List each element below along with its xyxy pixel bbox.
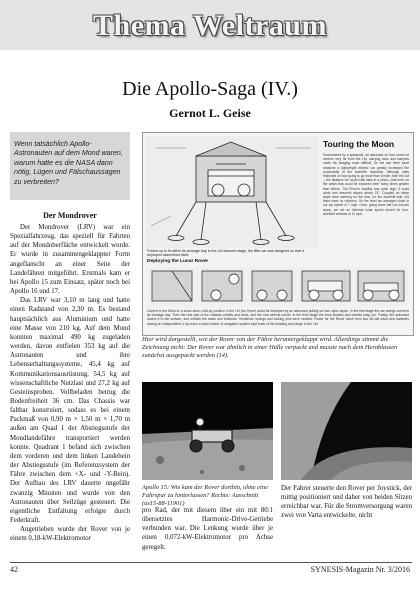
body-column-middle: pro Rad, der mit diesem über ein mit 80:1 übersetztes Harmonic-Drive-Getriebe verbunden war. Die Lenkung wurde über je einen 0,072-kW-Elektromotor pro Achse geregelt. [142, 507, 273, 551]
lunar-rover-detail-photo [281, 382, 412, 480]
body-column-left [10, 223, 130, 557]
body-paragraph-3: Angetrieben wurde der Rover von je einem 0,18-kW-Elektromotor [10, 526, 130, 543]
teaser-text: Wenn tatsächlich Apollo-Astronauten auf dem Mond waren, warum hatte es die NASA dann nötig, Lügen und Fälschaussagen zu verbreiten? [14, 140, 123, 186]
footer-divider [10, 562, 412, 563]
deployment-sequence-illustration [146, 267, 408, 307]
body-paragraph-2: Das LRV war 3,10 m lang und hatte einen Radstand von 2,30 m. Es bestand hauptsächlich aus Aluminium und hatte eine Masse von 210 kg. Auf dem Mond konnten maximal 490 kg zugeladen werden, davon entfielen 353 kg auf die Astronauten und ihre Lebenserhaltungssysteme, 45,4 kg auf Kommunikationsausrüstung, 54,5 kg auf wissenschaftliche Nutzlast und 27,2 kg auf Gesteinsproben. Vollbeladen betrug die Bodenfreiheit 36 cm. Das Chassis war faltbar konstruiert, sodass es bei einem Packmaß von 0,90 m × 1,50 m × 1,70 m außen am Quad 1 der Abstiegsstufe der Mondlandefähre transportiert werden konnte. Quadrant 1 befand sich zwischen dem vorderen und dem linken Landebein der Abstiegsstufe (im Referenzsystem der Fähre zwischen dem +X- und -Y-Bein). Der Aufbau des LRV dauerte ungefähr zwanzig Minuten und wurde von den Astronauten über Seilzüge gesteuert. Die eigentliche Entfaltung erfolgte durch Federkraft. [10, 297, 130, 524]
body-column-right: Der Fahrer steuerte den Rover per Joystick, der mittig positioniert und daher von beiden Sitzen erreichbar war. Für die Stromversorgung waren zwei von Varta entwickelte, nicht [281, 485, 412, 520]
section-heading: Der Mondrover [43, 211, 97, 220]
figure-heading: Touring the Moon [323, 139, 395, 149]
section-title: Thema Weltraum [93, 9, 327, 42]
journal-info: SYNESIS-Magazin Nr. 3/2016 [310, 565, 410, 574]
article-title: Die Apollo-Saga (IV.) [122, 78, 298, 100]
figure-sketch-caption: Folded up to fit within its stowage bay in the LM descent stage, the little car was designed so that it deployed assembled itself. [147, 249, 304, 258]
lunar-rover-photo-image [142, 382, 273, 480]
photo-caption: Apollo 15: Wie kam der Rover dorthin, ohne eine Fahrspur zu hinterlassen? Rechts: Ausschnitt (as15-88-11901) [142, 484, 268, 507]
figure-deploy-label: Deploying the Lunar Rover [147, 259, 209, 264]
figure-bottom-text: Carried to the Moon in a snow-down, fold-up position in the LM, the Rover could be deployed by an astronaut pulling out two nylon tapes. In the first stage the car swings out from its stowage bay. Then the rear part of the chassis unfolds and locks, and the rear wheels unfold. In the third stage the front chassis and wheels snap out. Finally, the astronaut lowers it to the surface, and unfolds the seats and footrests. Tenderizer springs and locking pins were needed. Power for the Rover came from two 36-volt silver-zinc batteries driving an independent ¼ hp motor in each wheel. A navigation system kept track of the heading and range to the LM. [147, 309, 409, 326]
lunar-rover-photo [142, 382, 273, 480]
page-number: 42 [10, 565, 18, 574]
rover-deployment-figure [142, 132, 414, 336]
figure-text: Encumbered by a spacesuit, an astronaut on foot could not venture very far from the LM, carrying tools and samples made his foraging more difficult. On the last three lunar missions a lightweight electric car greatly increased the productivity of the scientific traverses. Although rides restricted on how going to go more than 6 miles from the LM—the distance we could walk back in a pinch—that even on the areas that could be explored were many times greater than before. The Rover's mobility was quite high; it could climb and descend slopes above 25°. Coupled on steep slope were steering for the rear. On the downhill side, but there were no rollovers. On the level we averaged close to our top speed of 7 mph. Once, going down the Lee-Lincoln scarp, we set an informal lunar speed record for four-wheeled vehicles of 11 mph. [323, 153, 409, 216]
body-paragraph-1: Der Mondrover (LRV) war ein Spezialfahrzeug, das speziell für Fahrten auf der Mondoberfläche entwickelt wurde. Er wurde in zusammengeklappter Form angeflanscht an einer Seite der Landefähren mitgeführt. Erstmals kam er bei Apollo 15 zum Einsatz, später noch bei Apollo 16 und 17. [10, 224, 130, 296]
lunar-rover-detail-image [281, 382, 412, 480]
figure-caption: Hier wird dargestellt, wie der Rover von der Fähre heruntergeklappt wird. Allerdings stimmt die Zeichnung nicht: Der Rover war ähnlich in einer Hülle verpackt und musste nach dem Herablassen zunächst ausgepackt werden (14). [142, 336, 398, 359]
article-author: Gernot L. Geise [169, 106, 251, 120]
rover-sketch-illustration [146, 136, 318, 248]
